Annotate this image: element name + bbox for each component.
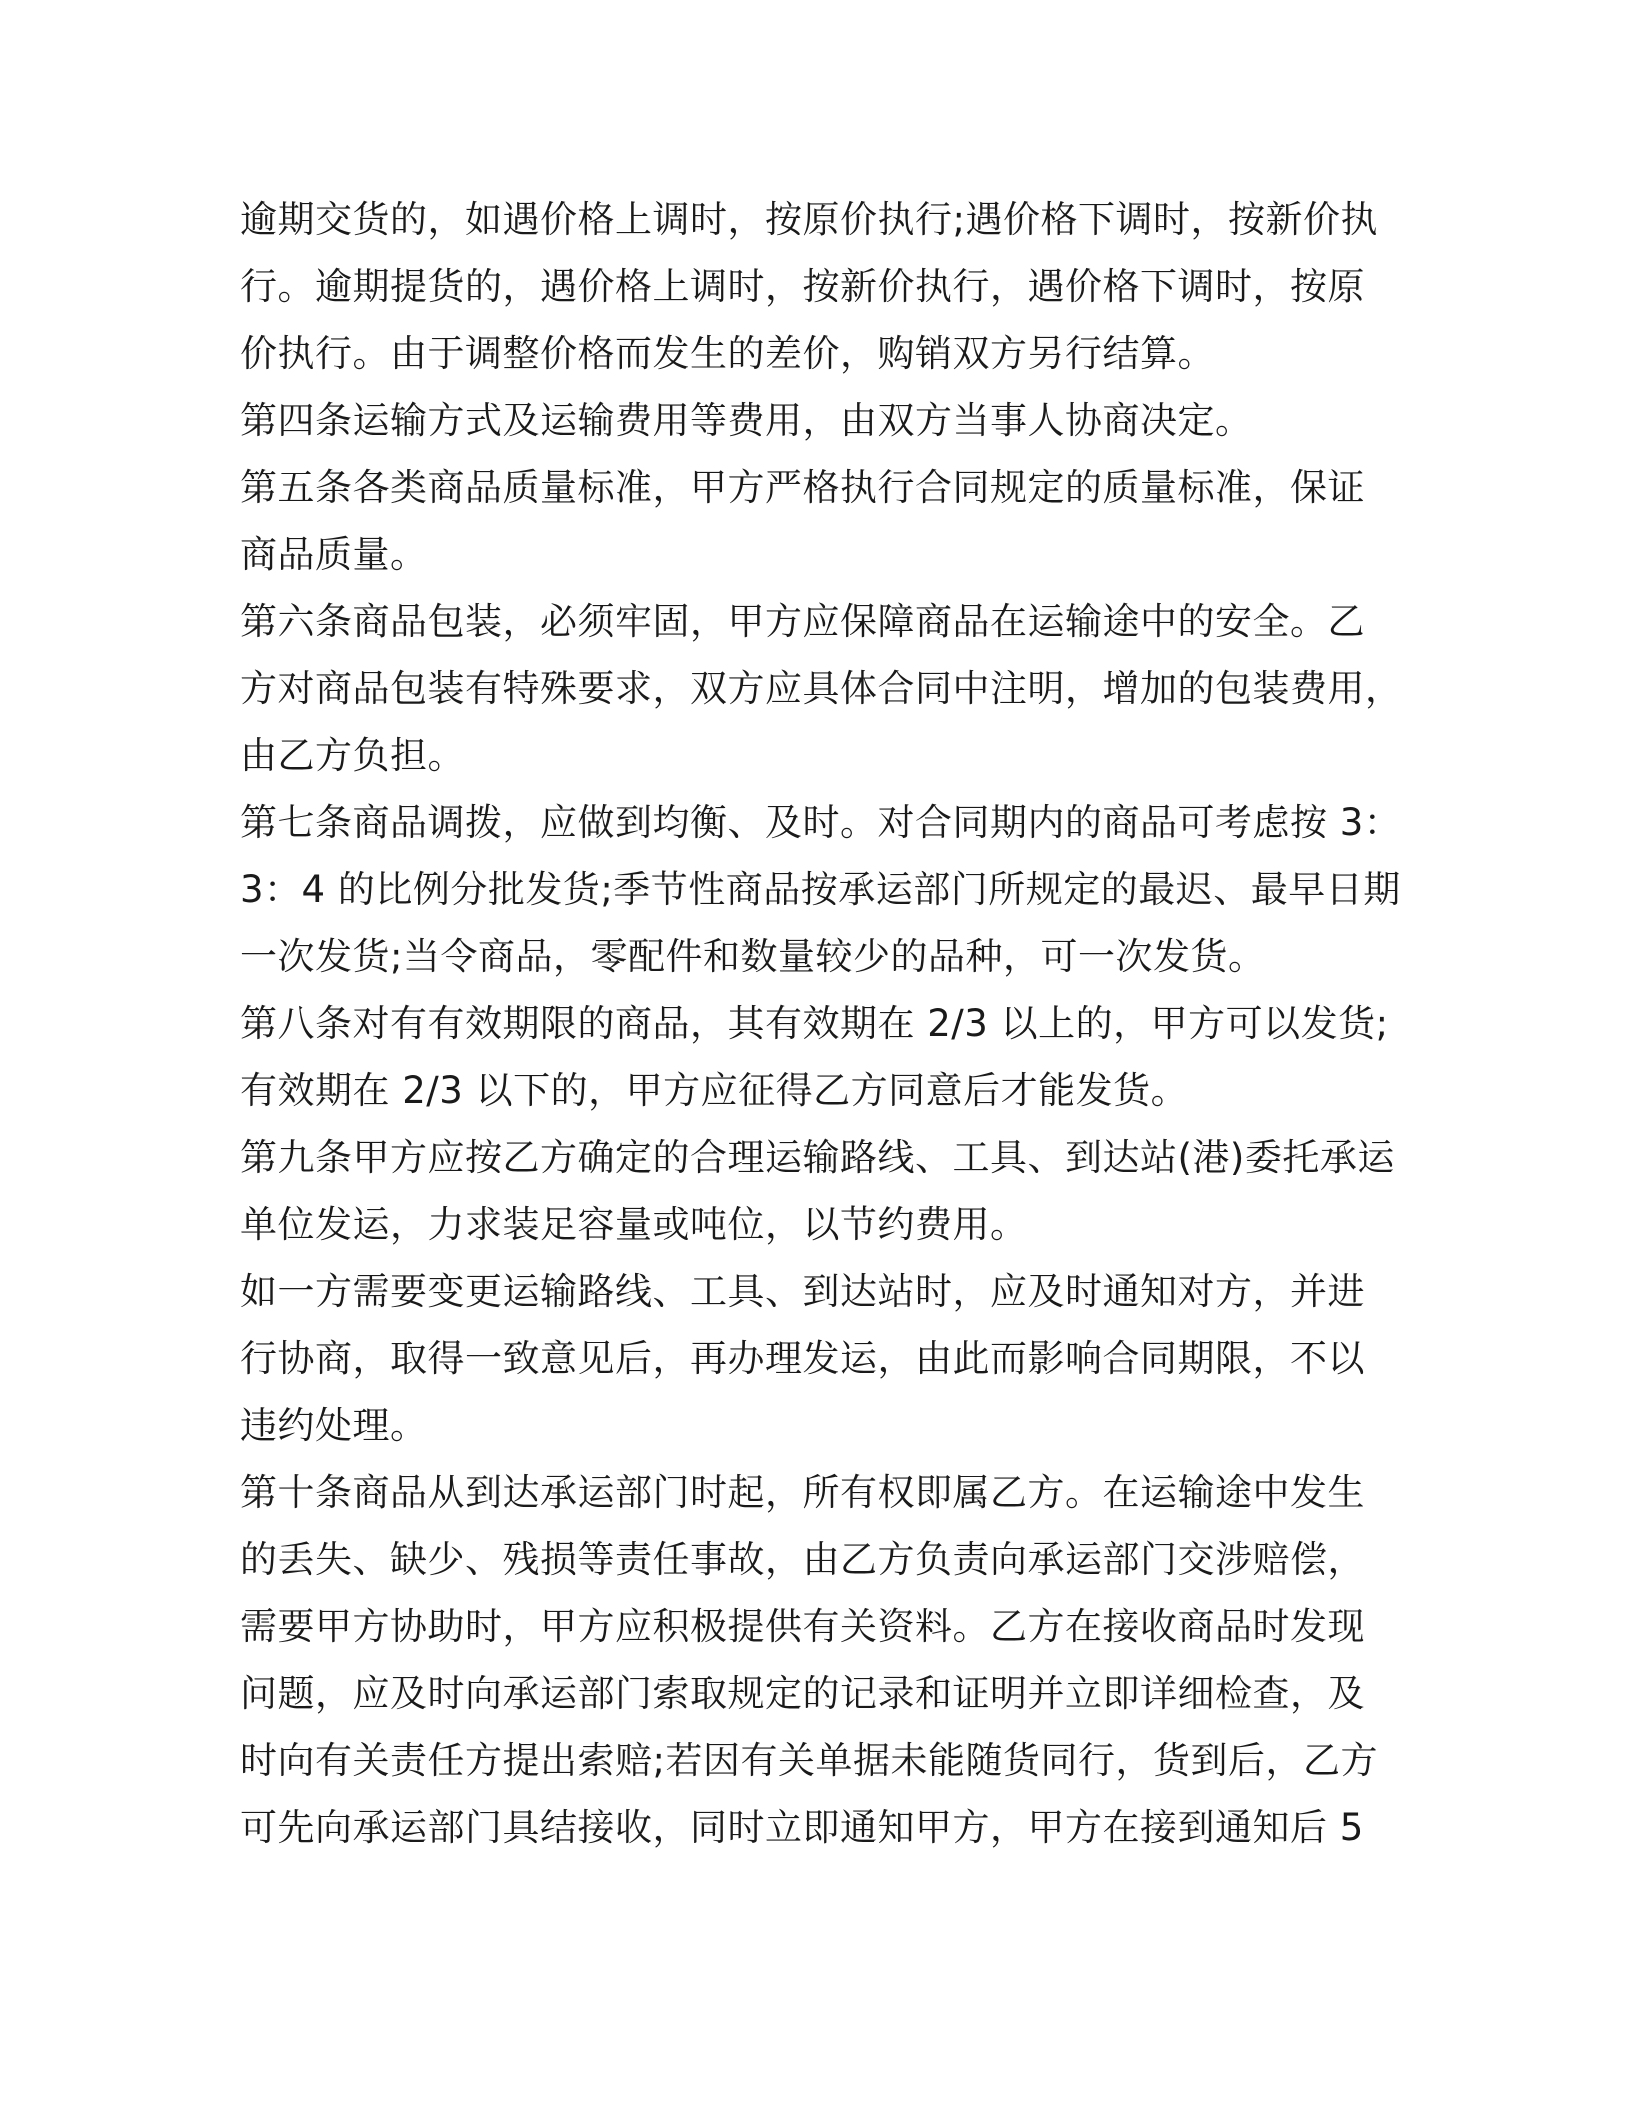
text-line: 行协商，取得一致意见后，再办理发运，由此而影响合同期限，不以 (240, 1337, 1365, 1380)
text-line: 需要甲方协助时，甲方应积极提供有关资料。乙方在接收商品时发现 (240, 1605, 1365, 1648)
text-line: 逾期交货的，如遇价格上调时，按原价执行;遇价格下调时，按新价执 (240, 198, 1378, 241)
text-line: 第九条甲方应按乙方确定的合理运输路线、工具、到达站(港)委托承运 (240, 1136, 1395, 1179)
text-line: 第七条商品调拨，应做到均衡、及时。对合同期内的商品可考虑按 3： (240, 801, 1402, 844)
text-line: 第十条商品从到达承运部门时起，所有权即属乙方。在运输途中发生 (240, 1471, 1365, 1514)
text-line: 第六条商品包装，必须牢固，甲方应保障商品在运输途中的安全。乙 (240, 600, 1365, 643)
text-line: 由乙方负担。 (240, 734, 465, 777)
text-line: 的丢失、缺少、残损等责任事故，由乙方负责向承运部门交涉赔偿， (240, 1538, 1365, 1581)
text-line: 如一方需要变更运输路线、工具、到达站时，应及时通知对方，并进 (240, 1270, 1365, 1313)
text-line: 问题，应及时向承运部门索取规定的记录和证明并立即详细检查，及 (240, 1672, 1365, 1715)
text-line: 一次发货;当令商品，零配件和数量较少的品种，可一次发货。 (240, 935, 1266, 978)
text-line: 单位发运，力求装足容量或吨位，以节约费用。 (240, 1203, 1028, 1246)
text-line: 第五条各类商品质量标准，甲方严格执行合同规定的质量标准，保证 (240, 466, 1365, 509)
text-line: 行。逾期提货的，遇价格上调时，按新价执行，遇价格下调时，按原 (240, 265, 1365, 308)
text-line: 价执行。由于调整价格而发生的差价，购销双方另行结算。 (240, 332, 1215, 375)
text-line: 第四条运输方式及运输费用等费用，由双方当事人协商决定。 (240, 399, 1253, 442)
text-line: 违约处理。 (240, 1404, 428, 1447)
contract-body-text (240, 186, 1410, 1861)
text-line: 方对商品包装有特殊要求，双方应具体合同中注明，增加的包装费用， (240, 667, 1403, 710)
text-line: 可先向承运部门具结接收，同时立即通知甲方，甲方在接到通知后 5 (240, 1806, 1364, 1849)
text-line: 3：4 的比例分批发货;季节性商品按承运部门所规定的最迟、最早日期 (240, 868, 1401, 911)
text-line: 商品质量。 (240, 533, 428, 576)
text-line: 第八条对有有效期限的商品，其有效期在 2/3 以上的，甲方可以发货; (240, 1002, 1389, 1045)
text-line: 有效期在 2/3 以下的，甲方应征得乙方同意后才能发货。 (240, 1069, 1189, 1112)
text-line: 时向有关责任方提出索赔;若因有关单据未能随货同行，货到后，乙方 (240, 1739, 1378, 1782)
